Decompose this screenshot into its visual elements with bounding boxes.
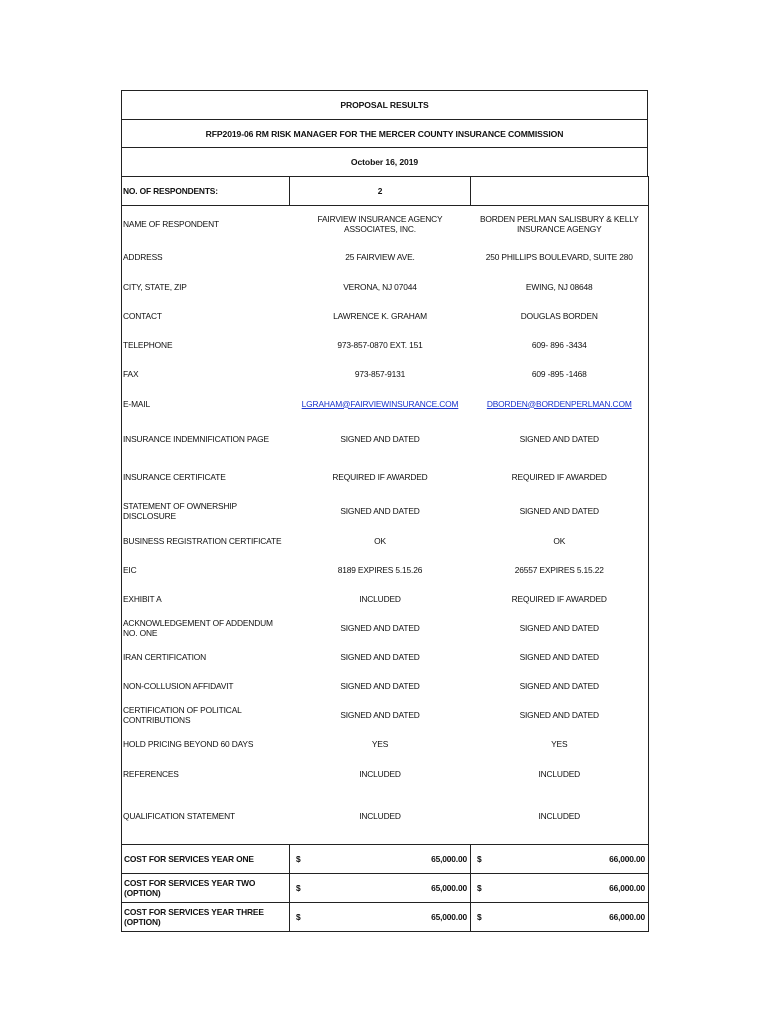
- row-label: CERTIFICATION OF POLITICAL CONTRIBUTIONS: [122, 701, 290, 730]
- row-label: CONTACT: [122, 302, 290, 331]
- respondent-2-value: SIGNED AND DATED: [471, 643, 649, 672]
- table-row: [122, 331, 649, 360]
- table-row: [122, 643, 649, 672]
- respondents-empty: [471, 177, 649, 206]
- rfp-title: RFP2019-06 RM RISK MANAGER FOR THE MERCER COUNTY INSURANCE COMMISSION: [121, 119, 648, 147]
- respondent-2-value: SIGNED AND DATED: [471, 614, 649, 643]
- respondent-2-value: SIGNED AND DATED: [471, 701, 649, 730]
- table-row: [122, 273, 649, 302]
- currency-symbol: $: [296, 912, 301, 922]
- row-label: QUALIFICATION STATEMENT: [122, 789, 290, 845]
- respondent-1-value: 973-857-9131: [354, 369, 406, 379]
- respondent-1-value: INCLUDED: [359, 768, 401, 779]
- table-row: [122, 459, 649, 495]
- respondent-2-value: DOUGLAS BORDEN: [471, 302, 649, 331]
- results-table: [121, 176, 649, 932]
- currency-symbol: $: [477, 854, 482, 864]
- row-label: ACKNOWLEDGEMENT OF ADDENDUM NO. ONE: [122, 614, 290, 643]
- respondent-1-value: FAIRVIEW INSURANCE AGENCY ASSOCIATES, INC.: [317, 213, 443, 234]
- respondent-1-value: REQUIRED IF AWARDED: [332, 471, 428, 482]
- proposal-date: October 16, 2019: [121, 147, 648, 176]
- row-label: NAME OF RESPONDENT: [122, 206, 290, 242]
- respondent-1-value: LAWRENCE K. GRAHAM: [333, 311, 427, 321]
- respondent-1-value: SIGNED AND DATED: [340, 433, 420, 444]
- row-label: INSURANCE INDEMNIFICATION PAGE: [122, 419, 290, 459]
- row-label: INSURANCE CERTIFICATE: [122, 459, 290, 495]
- respondent-2-cost: 66,000.00: [609, 854, 645, 864]
- respondent-2-value: INCLUDED: [471, 789, 649, 845]
- table-row: [122, 302, 649, 331]
- respondent-2-value: YES: [471, 730, 649, 759]
- table-row: [122, 585, 649, 614]
- table-row: [122, 360, 649, 389]
- table-row: [122, 730, 649, 759]
- row-label: IRAN CERTIFICATION: [122, 643, 290, 672]
- respondent-1-value: SIGNED AND DATED: [340, 710, 420, 720]
- cost-row: [122, 874, 649, 903]
- row-label: TELEPHONE: [122, 331, 290, 360]
- respondent-2-value: REQUIRED IF AWARDED: [471, 585, 649, 614]
- respondent-1-value: 8189 EXPIRES 5.15.26: [337, 565, 423, 575]
- table-row: [122, 495, 649, 527]
- row-label: HOLD PRICING BEYOND 60 DAYS: [122, 730, 290, 759]
- row-label: STATEMENT OF OWNERSHIP DISCLOSURE: [122, 495, 290, 527]
- respondent-1-value: SIGNED AND DATED: [340, 505, 420, 516]
- respondent-2-cost: 66,000.00: [609, 883, 645, 893]
- respondent-2-value: SIGNED AND DATED: [471, 419, 649, 459]
- respondent-2-value: 609- 896 -3434: [471, 331, 649, 360]
- respondent-1-value: YES: [371, 739, 389, 749]
- respondents-row: [122, 177, 649, 206]
- respondent-2-cost: 66,000.00: [609, 912, 645, 922]
- table-row: [122, 242, 649, 273]
- respondent-2-value: REQUIRED IF AWARDED: [471, 459, 649, 495]
- proposal-results-sheet: [121, 90, 648, 932]
- row-label: ADDRESS: [122, 242, 290, 273]
- row-label: NON-COLLUSION AFFIDAVIT: [122, 672, 290, 701]
- document-title: PROPOSAL RESULTS: [121, 90, 648, 119]
- row-label: EIC: [122, 556, 290, 585]
- table-row: [122, 389, 649, 419]
- respondent-2-value: SIGNED AND DATED: [471, 672, 649, 701]
- respondent-1-value: 973-857-0870 EXT. 151: [337, 340, 423, 350]
- respondent-2-value: EWING, NJ 08648: [471, 273, 649, 302]
- cost-label: COST FOR SERVICES YEAR ONE: [122, 845, 290, 874]
- table-row: [122, 701, 649, 730]
- respondent-1-value: INCLUDED: [359, 594, 401, 604]
- row-label: CITY, STATE, ZIP: [122, 273, 290, 302]
- respondent-1-cost: 65,000.00: [431, 854, 467, 864]
- currency-symbol: $: [296, 854, 301, 864]
- cost-label: COST FOR SERVICES YEAR THREE (OPTION): [122, 903, 290, 932]
- table-row: [122, 206, 649, 242]
- respondent-1-value: OK: [374, 536, 386, 546]
- respondents-count: 2: [290, 177, 471, 206]
- respondent-1-cost: 65,000.00: [431, 883, 467, 893]
- respondent-2-value: 609 -895 -1468: [471, 360, 649, 389]
- respondent-2-value: INCLUDED: [471, 759, 649, 789]
- row-label: BUSINESS REGISTRATION CERTIFICATE: [122, 527, 290, 556]
- cost-row: [122, 903, 649, 932]
- respondent-2-value: 250 PHILLIPS BOULEVARD, SUITE 280: [471, 242, 649, 273]
- table-row: [122, 527, 649, 556]
- row-label: FAX: [122, 360, 290, 389]
- respondent-1-email-link[interactable]: LGRAHAM@FAIRVIEWINSURANCE.COM: [301, 398, 459, 409]
- respondent-1-cost: 65,000.00: [431, 912, 467, 922]
- respondent-1-value: SIGNED AND DATED: [340, 623, 420, 633]
- row-label: REFERENCES: [122, 759, 290, 789]
- currency-symbol: $: [296, 883, 301, 893]
- respondent-1-value: SIGNED AND DATED: [340, 681, 420, 691]
- table-row: [122, 759, 649, 789]
- respondent-1-value: VERONA, NJ 07044: [343, 282, 417, 292]
- respondent-1-value: INCLUDED: [359, 811, 401, 822]
- table-row: [122, 419, 649, 459]
- currency-symbol: $: [477, 883, 482, 893]
- respondent-2-value: SIGNED AND DATED: [471, 495, 649, 527]
- cost-row: [122, 845, 649, 874]
- table-row: [122, 672, 649, 701]
- table-row: [122, 614, 649, 643]
- respondent-2-email-link[interactable]: DBORDEN@BORDENPERLMAN.COM: [486, 398, 632, 409]
- row-label: E-MAIL: [122, 389, 290, 419]
- cost-label: COST FOR SERVICES YEAR TWO (OPTION): [122, 874, 290, 903]
- table-row: [122, 556, 649, 585]
- respondent-2-value: OK: [471, 527, 649, 556]
- table-row: [122, 789, 649, 845]
- respondent-1-value: SIGNED AND DATED: [340, 652, 420, 662]
- respondents-label: NO. OF RESPONDENTS:: [122, 177, 290, 206]
- respondent-1-value: 25 FAIRVIEW AVE.: [345, 252, 415, 262]
- respondent-2-value: BORDEN PERLMAN SALISBURY & KELLY INSURANCE AGENGY: [471, 206, 649, 242]
- respondent-2-value: 26557 EXPIRES 5.15.22: [471, 556, 649, 585]
- row-label: EXHIBIT A: [122, 585, 290, 614]
- currency-symbol: $: [477, 912, 482, 922]
